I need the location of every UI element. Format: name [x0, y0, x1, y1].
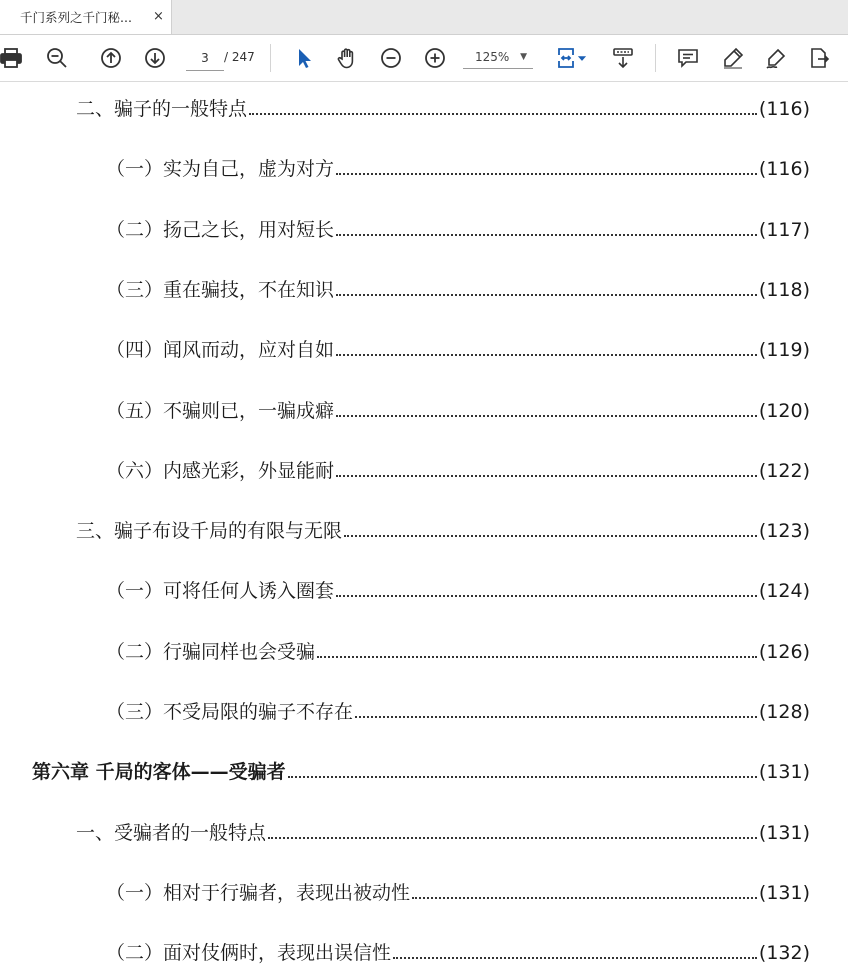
toc-entry-title: （六）内感光彩，外显能耐 [106, 459, 335, 482]
toc-page-number: (122) [758, 459, 810, 482]
toc-leader-dots [249, 113, 757, 115]
toc-leader-dots [393, 957, 757, 959]
zoom-level-select[interactable] [463, 46, 533, 69]
toc-entry-title: （一）实为自己，虚为对方 [106, 158, 335, 181]
toc-page-number: (118) [758, 278, 810, 301]
toc-leader-dots [288, 776, 757, 778]
close-icon[interactable]: × [153, 9, 164, 24]
toc-entry [76, 818, 810, 846]
toc-page-number: (124) [758, 580, 810, 603]
toc-leader-dots [336, 234, 757, 236]
toc-entry [106, 396, 810, 424]
toc-page-number: (123) [758, 520, 810, 543]
toc-entry [106, 335, 810, 363]
toc-entry-title: 三、骗子布设千局的有限与无限 [76, 520, 343, 543]
page-total: / 247 [224, 50, 255, 64]
page-number-input[interactable] [186, 46, 224, 71]
toc-leader-dots [317, 656, 757, 658]
toc-page-number: (126) [758, 640, 810, 663]
toolbar-divider [270, 44, 271, 72]
toc-entry [106, 275, 810, 303]
toolbar [0, 35, 848, 82]
toc-entry [106, 576, 810, 604]
fit-options-chevron-icon[interactable] [575, 45, 589, 71]
scroll-mode-icon[interactable] [610, 45, 636, 71]
chevron-down-icon: ▼ [520, 52, 527, 62]
toc-entry-title: （二）行骗同样也会受骗 [106, 640, 316, 663]
toc-page-number: (131) [758, 821, 810, 844]
zoom-out-search-icon[interactable] [44, 45, 70, 71]
document-tab[interactable] [0, 0, 172, 34]
toc-leader-dots [336, 475, 757, 477]
toc-entry [106, 154, 810, 182]
toc-entry-title: （三）重在骗技，不在知识 [106, 278, 335, 301]
toc-page-number: (119) [758, 339, 810, 362]
toc-page-number: (116) [758, 158, 810, 181]
toc-chapter-entry [32, 757, 810, 785]
toc-entry-title: （一）可将任何人诱入圈套 [106, 580, 335, 603]
zoom-in-icon[interactable] [422, 45, 448, 71]
toc-entry [76, 94, 810, 122]
hand-tool-icon[interactable] [334, 45, 360, 71]
highlight-pen-icon[interactable] [720, 45, 746, 71]
toc-entry-title: （五）不骗则已，一骗成癖 [106, 399, 335, 422]
toc-entry [106, 697, 810, 725]
toc-leader-dots [336, 173, 757, 175]
toc-entry [106, 215, 810, 243]
toolbar-divider [655, 44, 656, 72]
toc-entry-title: （四）闻风而动，应对自如 [106, 339, 335, 362]
toc-page-number: (117) [758, 218, 810, 241]
toc-page-number: (116) [758, 98, 810, 120]
toc-page-number: (128) [758, 701, 810, 723]
toc-leader-dots [355, 716, 757, 718]
toc-entry-title: （三）不受局限的骗子不存在 [106, 701, 354, 723]
next-page-icon[interactable] [142, 45, 168, 71]
edit-share-icon[interactable] [806, 45, 832, 71]
toc-entry-title: （二）扬己之长，用对短长 [106, 218, 335, 241]
toc-entry-title: 二、骗子的一般特点 [76, 98, 248, 120]
toc-entry-title: 一、受骗者的一般特点 [76, 821, 267, 844]
toc-entry [106, 456, 810, 484]
comment-icon[interactable] [675, 45, 701, 71]
toc-page-number: (131) [758, 881, 810, 904]
toc-page-number: (120) [758, 399, 810, 422]
toc-leader-dots [336, 595, 757, 597]
toc-entry-title: 第六章 千局的客体——受骗者 [32, 761, 286, 784]
toc-leader-dots [412, 897, 757, 899]
zoom-out-icon[interactable] [378, 45, 404, 71]
zoom-level-value: 125% [475, 50, 510, 64]
document-page [0, 82, 848, 975]
toc-entry [106, 878, 810, 906]
toc-leader-dots [336, 294, 757, 296]
toc-page-number: (131) [758, 761, 810, 784]
toc-leader-dots [268, 837, 757, 839]
toc-leader-dots [344, 535, 757, 537]
toc-entry [106, 637, 810, 665]
sign-icon[interactable] [763, 45, 789, 71]
toc-page-number: (132) [758, 942, 810, 965]
toc-leader-dots [336, 415, 757, 417]
tab-title: 千门系列之千门秘... [20, 10, 132, 25]
tab-bar [0, 0, 848, 35]
toc-entry-title: （二）面对伎俩时，表现出误信性 [106, 942, 392, 965]
toc-entry [76, 516, 810, 544]
toc-leader-dots [336, 354, 757, 356]
print-icon[interactable] [0, 45, 24, 71]
select-cursor-icon[interactable] [291, 45, 317, 71]
previous-page-icon[interactable] [98, 45, 124, 71]
toc-entry [106, 938, 810, 966]
toc-entry-title: （一）相对于行骗者，表现出被动性 [106, 881, 411, 904]
